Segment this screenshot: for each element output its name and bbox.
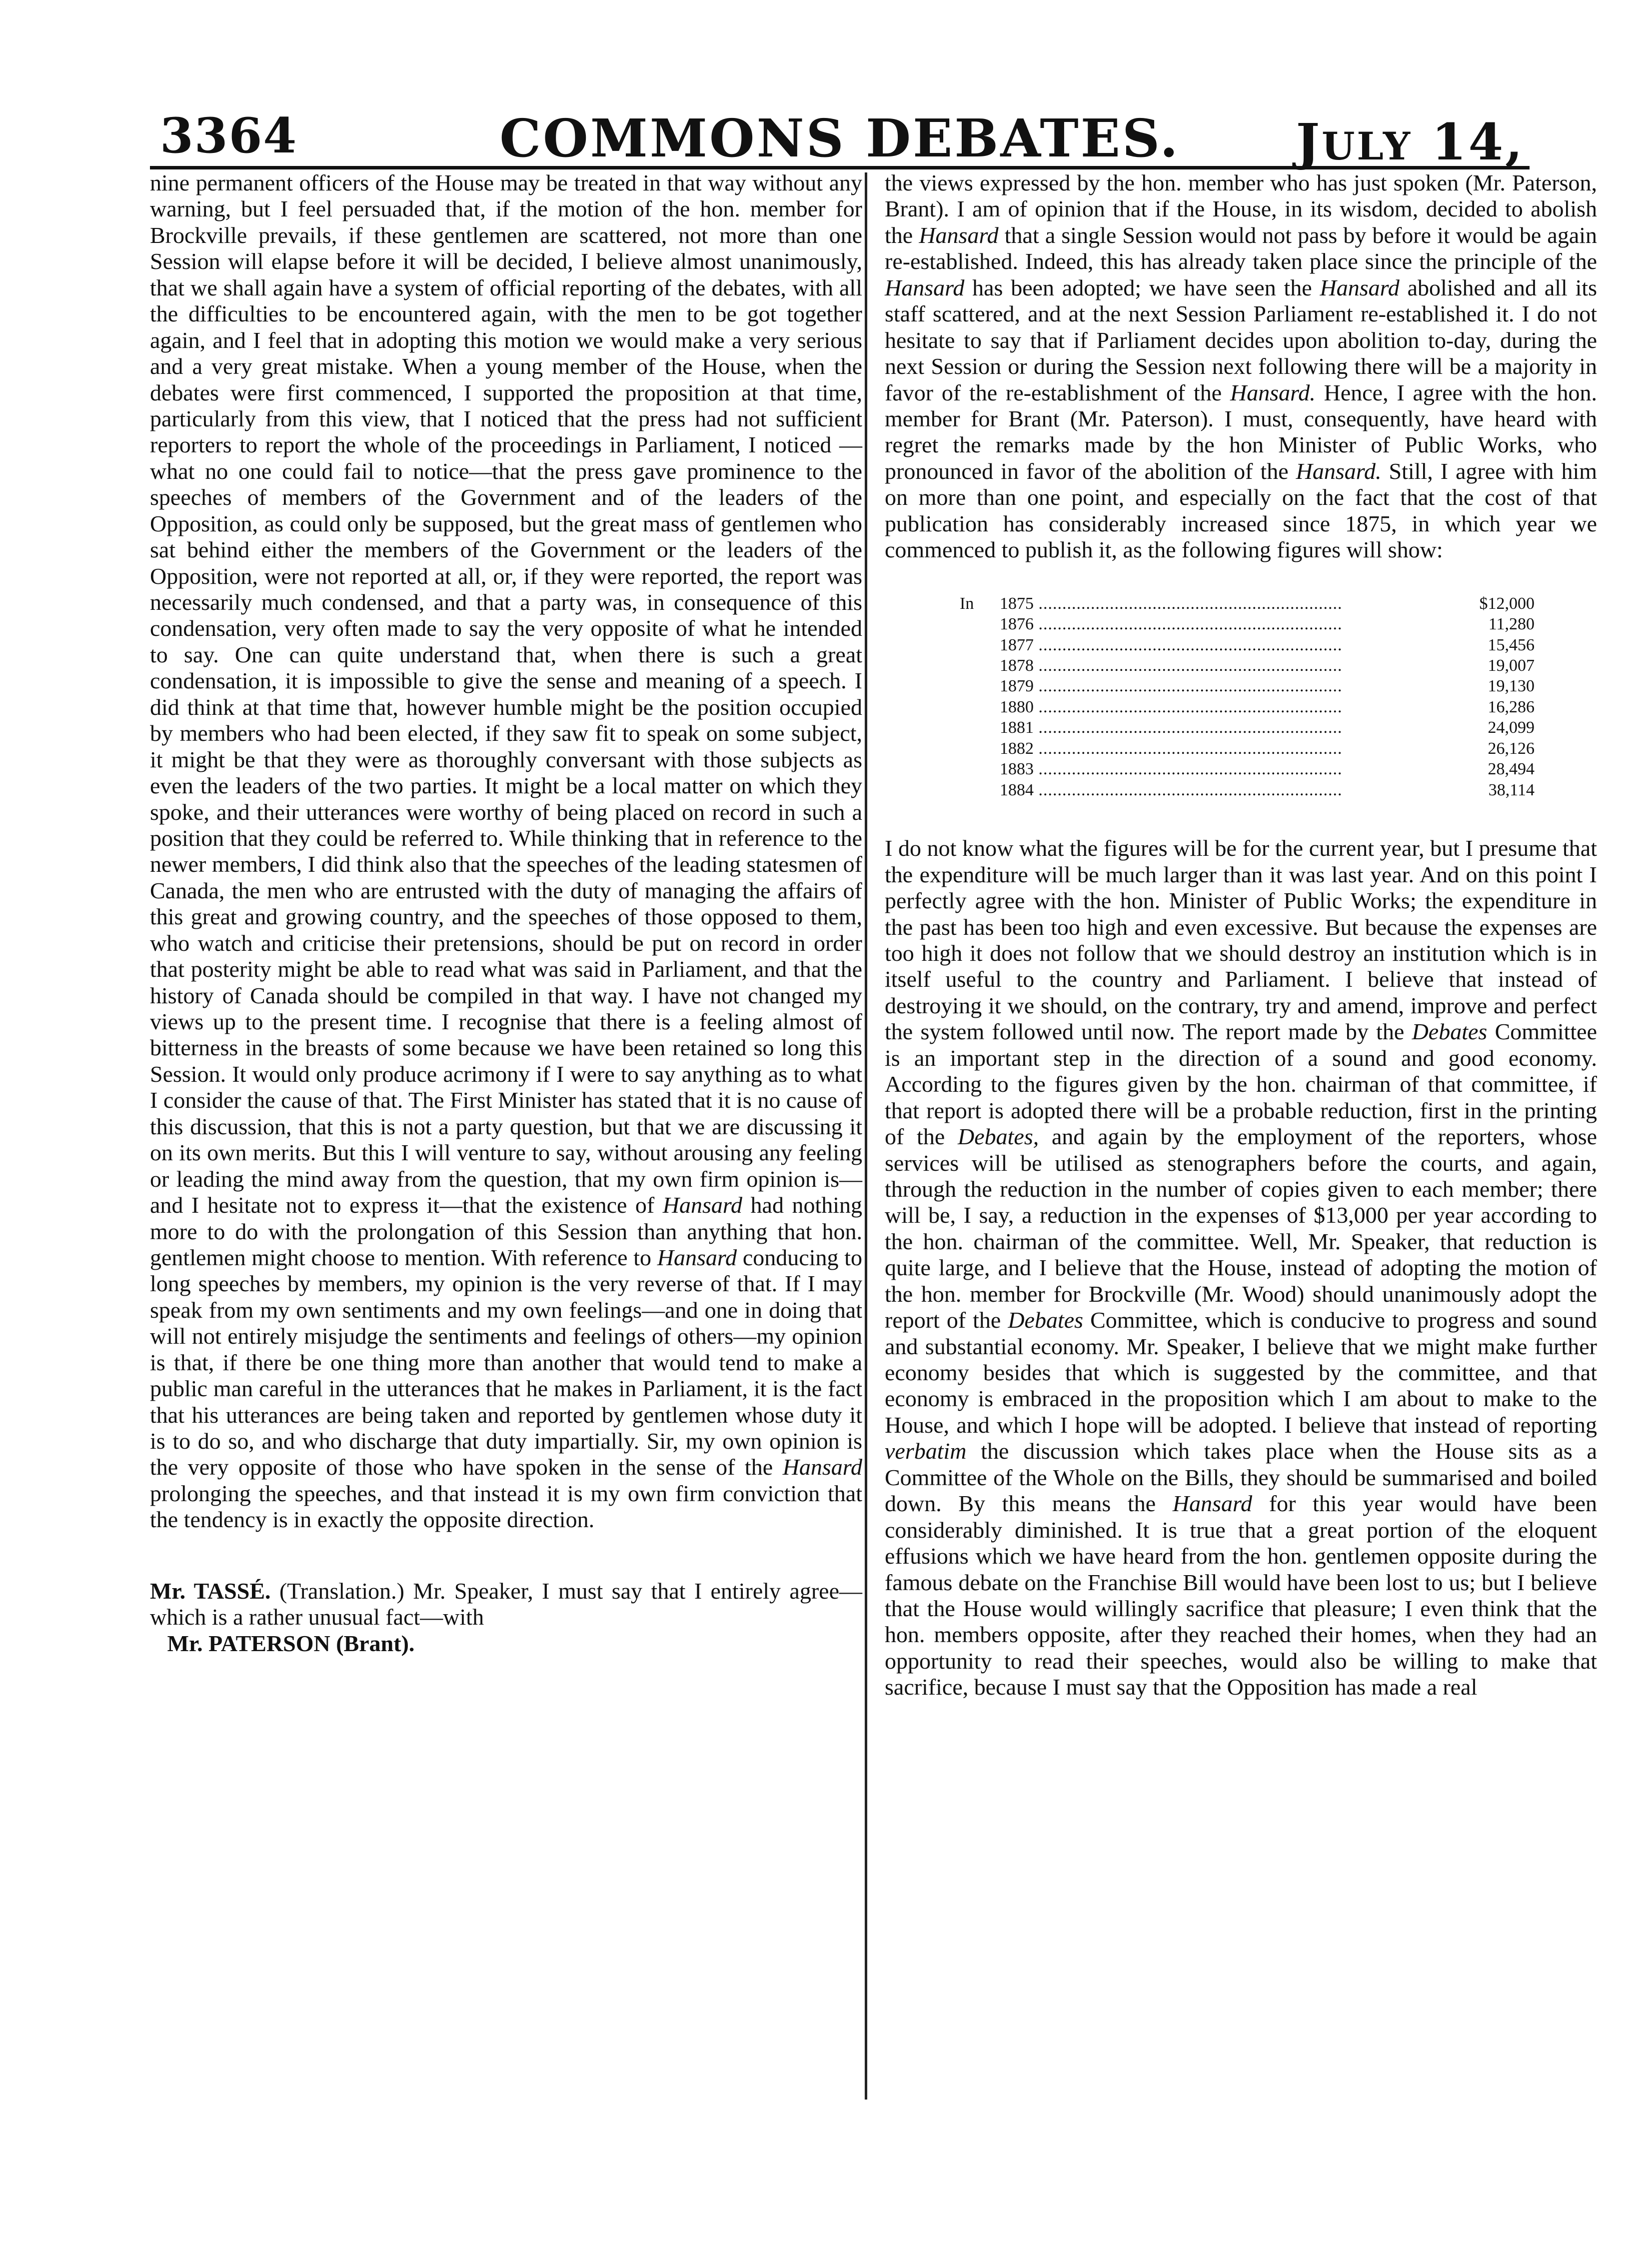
figure-row — [960, 759, 1535, 779]
figure-year — [960, 655, 1420, 676]
right-paragraph-1: the views expressed by the hon. member who has just spoken (Mr. Paterson, Brant). I am of opinion that if the House, in its wisdom, decided to abolish the Hansard that a single Session would not pass by before it would be again re-established. Indeed, this has already taken place since the principle of the Hansard has been adopted; we have seen the Hansard abolished and all its staff scattered, and at the next Session Parliament re-established it. I do not hesitate to say that if Parliament decides upon abolition to-day, during the next Session or during the Session next following there will be a majority in favor of the re-establishment of the Hansard. Hence, I agree with the hon. member for Brant (Mr. Paterson). I must, consequently, have heard with regret the remarks made by the hon Minister of Public Works, who pronounced in favor of the abolition of the Hansard. Still, I agree with him on more than one point, and especially on the fact that the cost of that publication has considerably increased since 1875, in which year we commenced to publish it, as the following figures will show: — [885, 170, 1598, 563]
figure-year-label: 1877 ..... — [1000, 635, 1343, 655]
figure-amount: 19,007 — [1488, 656, 1535, 675]
figure-amount: 11,280 — [1488, 615, 1535, 634]
date-month-rest: ULY — [1322, 124, 1413, 168]
publication-title: COMMONS DEBATES. — [499, 107, 1180, 169]
figure-year — [960, 676, 1420, 696]
figure-row — [960, 697, 1535, 717]
figure-year-label: 1878 ..... — [1000, 655, 1343, 676]
figure-amount: 16,286 — [1488, 697, 1535, 716]
right-column — [885, 170, 1597, 1701]
figure-row — [960, 655, 1535, 676]
page-header — [150, 87, 1530, 177]
figure-year — [960, 614, 1420, 634]
page-date — [1296, 112, 1525, 171]
expenditure-figures-table — [960, 593, 1535, 801]
figure-row — [960, 635, 1535, 655]
figure-year-label: 1881 ..... — [1000, 717, 1343, 738]
figure-year — [960, 717, 1420, 738]
figure-year — [960, 759, 1420, 779]
figure-year-label: 1880 ..... — [1000, 697, 1343, 717]
left-column — [150, 170, 862, 1657]
figure-amount: 24,099 — [1488, 718, 1535, 737]
figure-amount: 38,114 — [1488, 780, 1535, 799]
figure-year — [960, 593, 1420, 614]
figure-amount: $12,000 — [1479, 594, 1535, 613]
figure-year — [960, 635, 1420, 655]
left-paragraph-2: Mr. TASSÉ. (Translation.) Mr. Speaker, I must say that I entirely agree—which is a rather unusual fact—with Mr. PATERSON (Brant). — [150, 1578, 863, 1656]
figure-amount: 26,126 — [1488, 739, 1535, 758]
page-number: 3364 — [160, 107, 298, 164]
figure-prefix: In — [960, 594, 974, 613]
referenced-member: Mr. PATERSON (Brant). — [167, 1630, 415, 1656]
figure-row — [960, 780, 1535, 800]
right-paragraph-2: I do not know what the figures will be for the current year, but I presume that the expenditure will be much larger than it was last year. And on this point I perfectly agree with the hon. Minister of Public Works; the expenditure in the past has been too high and even excessive. But because the expenses are too high it does not follow that we should destroy an institution which is in itself useful to the country and Parliament. I believe that instead of destroying it we should, on the contrary, try and amend, improve and perfect the system followed until now. The report made by the Debates Committee is an important step in the direction of a sound and good economy. According to the figures given by the hon. chairman of that committee, if that report is adopted there will be a probable reduction, first in the printing of the Debates, and again by the employment of the reporters, whose services will be utilised as stenographers before the courts, and again, through the reduction in the number of copies given to each member; there will be, I say, a reduction in the expenses of $13,000 per year according to the hon. chairman of the committee. Well, Mr. Speaker, that reduction is quite large, and I believe that the House, instead of adopting the motion of the hon. member for Brockville (Mr. Wood) should unanimously adopt the report of the Debates Committee, which is conducive to progress and sound and substantial economy. Mr. Speaker, I believe that we might make further economy besides that which is suggested by the committee, and that economy is embraced in the proposition which I am about to make to the House, and which I hope will be adopted. I believe that instead of reporting verbatim the discussion which takes place when the House sits as a Committee of the Whole on the Bills, they should be summarised and boiled down. By this means the Hansard for this year would have been considerably diminished. It is true that a great portion of the eloquent effusions which we have heard from the hon. gentlemen opposite during the famous debate on the Franchise Bill would have been lost to us; but I believe that the House would willingly sacrifice that pleasure; I even think that the hon. members opposite, after they reached their homes, when they had an opportunity to read their speeches, would also be willing to make that sacrifice, because I must say that the Opposition has made a real — [885, 835, 1598, 1700]
figure-amount: 28,494 — [1488, 760, 1535, 779]
date-day: 14, — [1432, 112, 1525, 171]
figure-year-label: 1876 ..... — [1000, 614, 1343, 634]
figure-row — [960, 614, 1535, 634]
figure-year-label: 1884 ..... — [1000, 780, 1343, 800]
header-rule — [150, 166, 1530, 169]
figure-row — [960, 593, 1535, 614]
figure-year — [960, 738, 1420, 759]
figure-year-label: 1879 ..... — [1000, 676, 1343, 696]
figure-row — [960, 738, 1535, 759]
date-initial: J — [1296, 112, 1322, 171]
speaker-name: Mr. TASSÉ. — [150, 1578, 271, 1604]
figure-row — [960, 717, 1535, 738]
figure-amount: 19,130 — [1488, 677, 1535, 696]
figure-row — [960, 676, 1535, 696]
left-paragraph-1: nine permanent officers of the House may be treated in that way without any warning, but I feel persuaded that, if the motion of the hon. member for Brockville prevails, if these gentlemen are scattered, not more than one Session will elapse before it will be decided, I believe almost unanimously, that we shall again have a system of official reporting of the debates, with all the difficulties to be encountered again, with the men to be got together again, and I feel that in adopting this motion we would make a very serious and a very great mistake. When a young member of the House, when the debates were first commenced, I supported the proposition at that time, particularly from this view, that I noticed that the press had not sufficient reporters to report the whole of the proceedings in Parliament, I noticed —what no one could fail to notice—that the press gave prominence to the speeches of members of the Government and of the leaders of the Opposition, as could only be supposed, but the great mass of gentlemen who sat behind either the members of the Government or the leaders of the Opposition, were not reported at all, or, if they were reported, the report was necessarily much condensed, and that a party was, in consequence of this condensation, very often made to say the very opposite of what he intended to say. One can quite understand that, when there is such a great condensation, it is impossible to give the sense and meaning of a speech. I did think at that time that, however humble might be the position occupied by members who had been elected, if they saw fit to speak on some subject, it might be that they were as thoroughly conversant with those subjects as even the leaders of the two parties. It might be a local matter on which they spoke, and their utterances were worthy of being placed on record in such a position that they could be referred to. While thinking that in reference to the newer members, I did think also that the speeches of the leading statesmen of Canada, the men who are entrusted with the duty of managing the affairs of this great and growing country, and the speeches of those opposed to them, who watch and criticise their pretensions, should be put on record in order that posterity might be able to read what was said in Parliament, and that the history of Canada should be compiled in that way. I have not changed my views up to the present time. I recognise that there is a feeling almost of bitterness in the breasts of some because we have been retained so long this Session. It would only produce acrimony if I were to say anything as to what I consider the cause of that. The First Minister has stated that it is no cause of this discussion, that this is not a party question, but that we are discussing it on its own merits. But this I will venture to say, without arousing any feeling or leading the mind away from the question, that my own firm opinion is—and I hesitate not to express it—that the existence of Hansard had nothing more to do with the prolongation of this Session than anything that hon. gentlemen might choose to mention. With reference to Hansard conducing to long speeches by members, my opinion is the very reverse of that. If I may speak from my own sentiments and my own feelings—and one in doing that will not entirely misjudge the sentiments and feelings of others—my opinion is that, if there be one thing more than another that would tend to make a public man careful in the utterances that he makes in Parliament, it is the fact that his utterances are being taken and reported by gentlemen whose duty it is to do so, and who discharge that duty impartially. Sir, my own opinion is the very opposite of those who have spoken in the sense of the Hansard prolonging the speeches, and that instead it is my own firm conviction that the tendency is in exactly the opposite direction. — [150, 170, 863, 1533]
figure-year-label: 1875 ..... — [1000, 593, 1343, 614]
figure-year — [960, 780, 1420, 800]
column-divider — [865, 172, 867, 2100]
figure-year-label: 1883 ..... — [1000, 759, 1343, 779]
figure-year-label: 1882 ..... — [1000, 738, 1343, 759]
figure-year — [960, 697, 1420, 717]
figure-amount: 15,456 — [1488, 635, 1535, 654]
